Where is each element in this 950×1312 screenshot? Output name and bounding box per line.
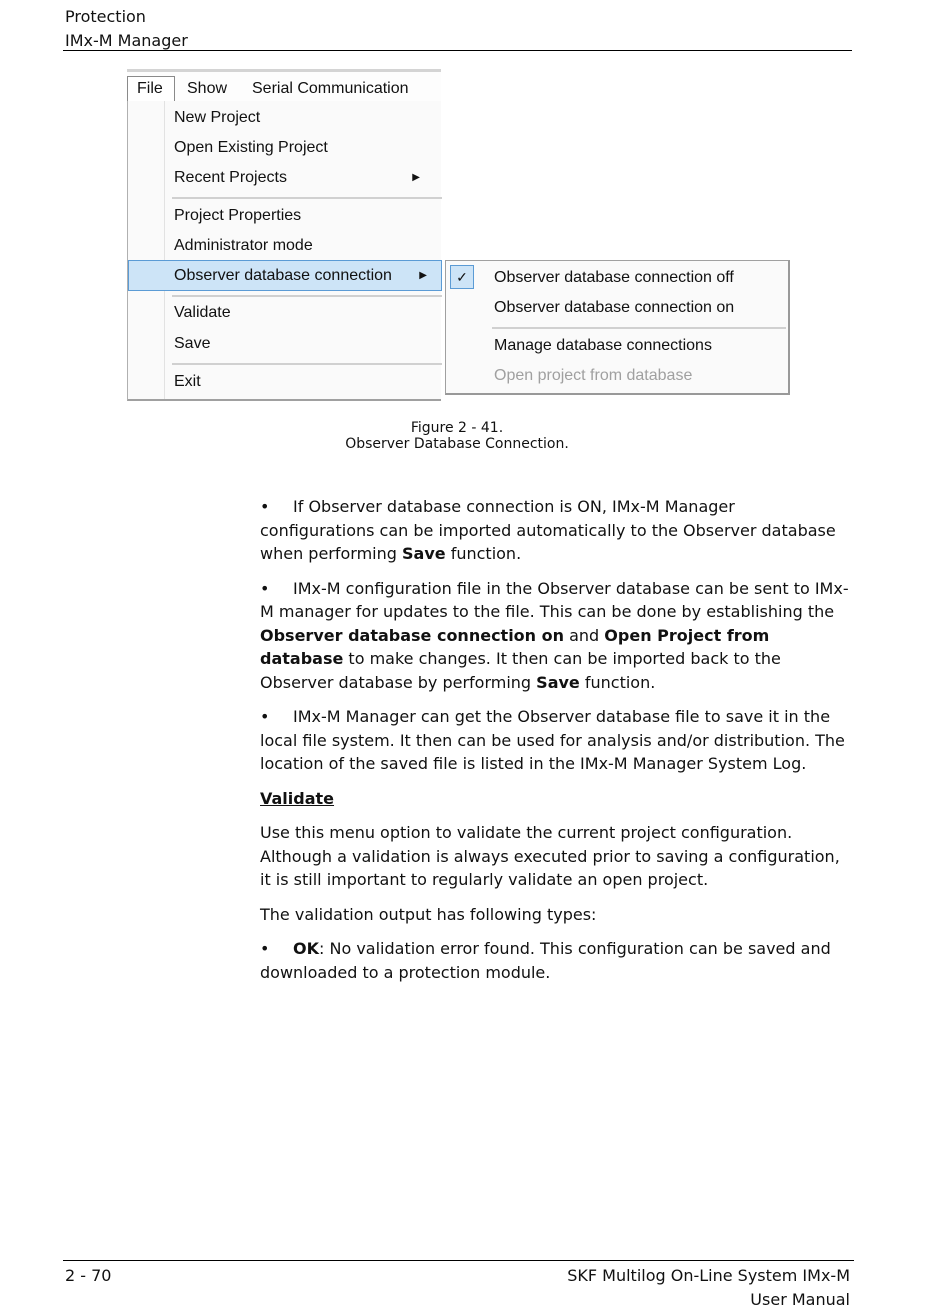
menu-screenshot [127,69,790,403]
menu-item-label: Recent Projects [174,169,287,186]
bullet-icon: • [260,497,270,516]
bullet-item: • IMx-M Manager can get the Observer database file to save it in the local file system. It then can be used for analysis and/or distribution. The location of the saved file is listed in the IMx-M Manager System Log. [260,707,845,773]
menu-item-validate[interactable]: Validate [174,304,231,321]
footer-rule [63,1260,854,1261]
bullet-item: • OK: No validation error found. This configuration can be saved and downloaded to a protection module. [260,939,831,982]
menu-serial-communication[interactable]: Serial Communication [252,80,409,97]
footer-title [567,1264,850,1312]
submenu-arrow-icon: ▶ [419,270,427,281]
menu-separator [172,363,442,365]
bullet-icon: • [260,578,270,598]
menubar [127,69,441,101]
footer-doc-type: User Manual [750,1290,850,1309]
bullet-icon: • [260,707,270,726]
menu-item-administrator-mode[interactable]: Administrator mode [174,237,313,254]
menu-item-save[interactable]: Save [174,335,211,352]
menu-show[interactable]: Show [187,80,228,97]
menu-item-exit[interactable]: Exit [174,373,201,390]
submenu-item-open-from-database: Open project from database [494,367,693,384]
section-heading-validate: Validate [260,788,335,808]
submenu-item-manage-connections[interactable]: Manage database connections [494,337,712,354]
header-product: IMx-M Manager [65,31,188,50]
body-text [260,495,852,995]
figure-title: Observer Database Connection. [345,436,569,452]
menu-item-observer-database-connection[interactable] [128,260,442,291]
check-icon: ✓ [450,265,474,289]
bullet-item: • If Observer database connection is ON, IMx-M Manager configurations can be imported automatically to the Observer database when performing Save function. [260,497,836,563]
menu-separator [172,197,442,199]
file-menu-dropdown [127,101,441,401]
bullet-item: • IMx-M configuration file in the Observer database can be sent to IMx-M manager for updates to the file. This can be done by establishing the Observer database connection on and Open Project from database to make changes. It then can be imported back to the Observer database by performing Save function. [260,578,849,692]
submenu-arrow-icon: ▶ [412,172,420,183]
submenu-item-connection-off[interactable]: Observer database connection off [494,269,734,286]
header-section: Protection [65,7,146,26]
menu-separator [492,327,786,329]
menu-item-recent-projects[interactable] [174,164,434,192]
footer-product: SKF Multilog On-Line System IMx-M [567,1266,850,1285]
page-number: 2 - 70 [65,1266,112,1285]
figure-caption [300,420,614,452]
menu-item-new-project[interactable]: New Project [174,109,261,126]
menu-item-open-existing-project[interactable]: Open Existing Project [174,139,328,156]
header-rule [63,50,852,51]
menu-separator [172,295,442,297]
page-header [65,5,851,53]
menu-file[interactable]: File [127,76,175,106]
bullet-icon: • [260,939,270,958]
validate-paragraph: Use this menu option to validate the current project configuration. Although a validation is always executed prior to saving a configuration, it is still important to regularly validate an open project. [260,823,840,889]
validate-types-paragraph: The validation output has following types: [260,904,597,924]
observer-connection-submenu [445,260,790,395]
figure-number: Figure 2 - 41. [410,420,504,436]
menu-item-project-properties[interactable]: Project Properties [174,207,302,224]
submenu-item-connection-on[interactable]: Observer database connection on [494,299,735,316]
menu-item-label: Observer database connection [174,267,392,284]
